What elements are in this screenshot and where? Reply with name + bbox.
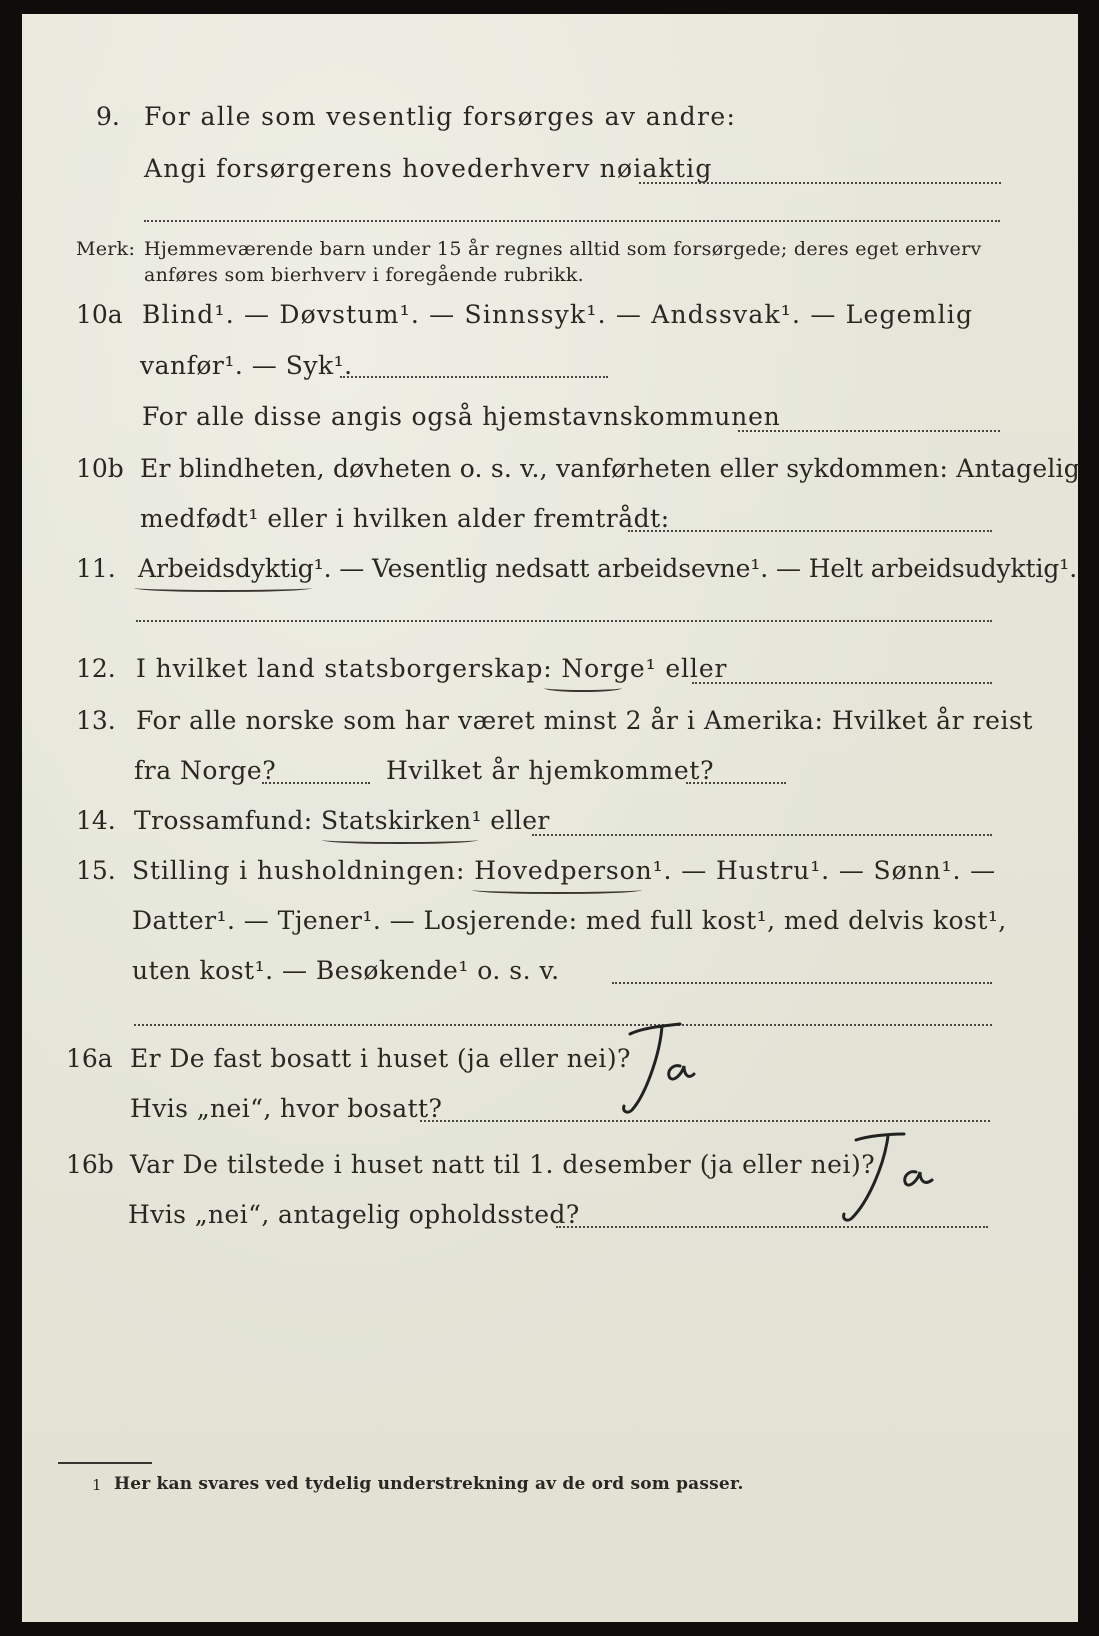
q10a-line3: For alle disse angis også hjemstavnskommunen [142,402,781,431]
merk-label: Merk: [76,238,136,260]
q10a-line1: Blind¹. — Døvstum¹. — Sinnssyk¹. — Andssvak¹. — Legemlig [142,300,974,329]
q9-answer-line-2[interactable] [144,220,1000,222]
handwritten-ja-icon [812,1122,962,1232]
q13-hjemkommet-answer-line[interactable] [686,782,786,784]
q11-number: 11. [76,554,116,583]
q13-line1: For alle norske som har været minst 2 år i Amerika: Hvilket år reist [136,706,1034,735]
q15-line1: Stilling i husholdningen: Hovedperson¹. — Hustru¹. — Sønn¹. — [132,856,997,885]
q10a-answer-line-2[interactable] [738,430,1000,432]
q11-line1: Arbeidsdyktig¹. — Vesentlig nedsatt arbeidsevne¹. — Helt arbeidsudyktig¹. [138,554,1078,583]
q10a-number: 10a [76,300,123,329]
q12-line1: I hvilket land statsborgerskap: Norge¹ eller [136,654,728,683]
q14-line1: Trossamfund: Statskirken¹ eller [134,806,550,835]
census-form-page [22,14,1078,1622]
q16b-number: 16b [66,1150,114,1179]
q10b-number: 10b [76,454,124,483]
q11-underline-arbeidsdyktig [134,584,312,592]
q10b-answer-line[interactable] [628,530,992,532]
q15-number: 15. [76,856,116,885]
q14-answer-line[interactable] [532,834,992,836]
q16a-handwritten-answer [602,1014,742,1124]
q12-number: 12. [76,654,116,683]
q16b-line1: Var De tilstede i huset natt til 1. desember (ja eller nei)? [130,1150,876,1179]
q9-line2: Angi forsørgerens hovederhverv nøiaktig [144,154,713,183]
q9-answer-line[interactable] [639,182,1001,184]
q15-answer-line[interactable] [612,982,992,984]
merk-line1: Hjemmeværende barn under 15 år regnes alltid som forsørgede; deres eget erhverv [144,238,982,260]
footnote-mark: 1 [92,1476,102,1494]
q9-line1: For alle som vesentlig forsørges av andre: [144,102,737,131]
q10a-answer-line[interactable] [340,376,608,378]
q16a-line1: Er De fast bosatt i huset (ja eller nei)? [130,1044,631,1073]
q16b-handwritten-answer [812,1122,962,1232]
q12-underline-norge [544,684,622,692]
q10b-line1: Er blindheten, døvheten o. s. v., vanførheten eller sykdommen: Antagelig [140,454,1080,483]
q13-line2b: Hvilket år hjemkommet? [386,756,715,785]
q14-number: 14. [76,806,116,835]
q14-underline-statskirken [322,836,478,844]
q13-line2a: fra Norge? [134,756,277,785]
q13-reist-answer-line[interactable] [262,782,370,784]
q15-underline-hovedperson [472,886,642,894]
q9-number: 9. [96,102,120,131]
q10a-line2: vanfør¹. — Syk¹. [140,351,353,380]
q12-answer-line[interactable] [692,682,992,684]
q11-answer-line[interactable] [136,620,992,622]
footnote-text: Her kan svares ved tydelig understrekning av de ord som passer. [114,1474,744,1494]
q10b-line2: medfødt¹ eller i hvilken alder fremtrådt: [140,504,670,533]
footnote-rule [58,1462,152,1464]
q16a-number: 16a [66,1044,113,1073]
q13-number: 13. [76,706,116,735]
q15-line2: Datter¹. — Tjener¹. — Losjerende: med full kost¹, med delvis kost¹, [132,906,1007,935]
merk-line2: anføres som bierhverv i foregående rubrikk. [144,264,584,286]
q15-answer-line-2[interactable] [134,1024,992,1026]
q15-line3: uten kost¹. — Besøkende¹ o. s. v. [132,956,560,985]
q16b-line2: Hvis „nei“, antagelig opholdssted? [128,1200,580,1229]
handwritten-ja-icon [602,1014,742,1124]
q16a-line2: Hvis „nei“, hvor bosatt? [130,1094,443,1123]
